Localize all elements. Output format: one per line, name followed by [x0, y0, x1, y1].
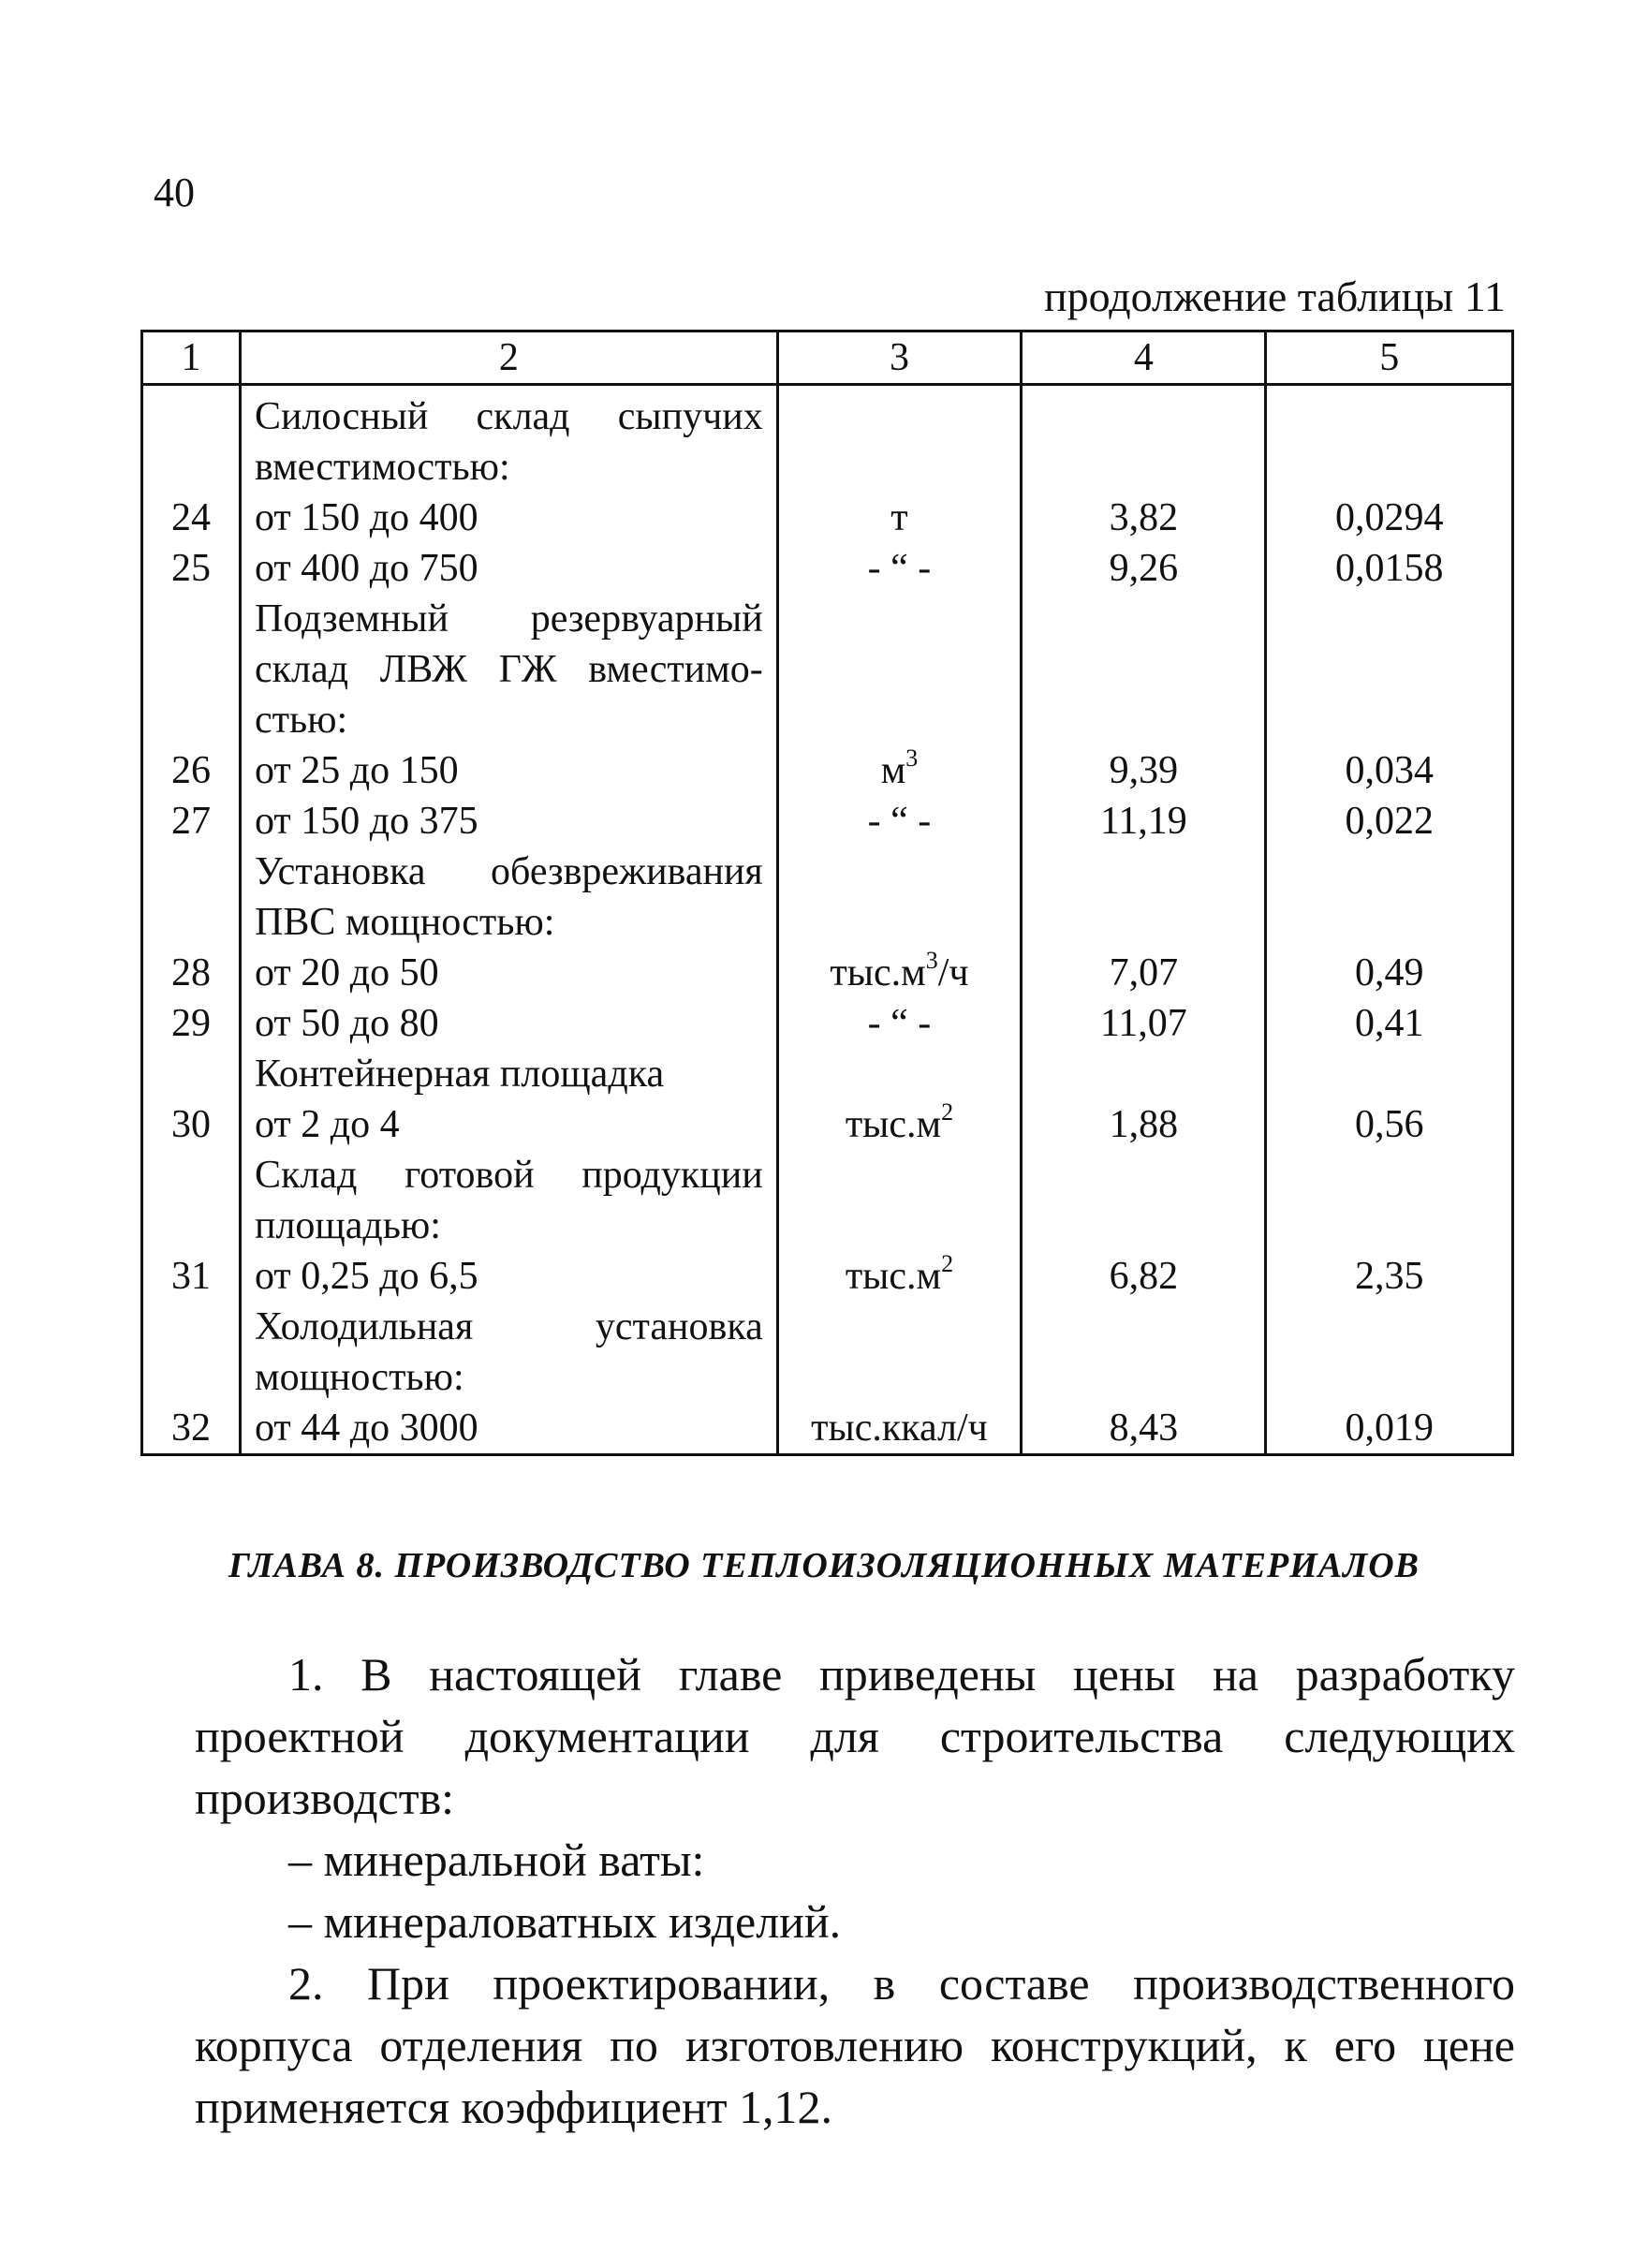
- blank-line: [1023, 1049, 1264, 1099]
- row-range: от 150 до 400: [254, 496, 478, 539]
- blank-line: [779, 1150, 1020, 1200]
- unit-text: тыс.ккал/ч: [811, 1406, 988, 1450]
- blank-line: [143, 391, 239, 442]
- row-number: 32: [170, 1406, 211, 1450]
- row-number: 28: [170, 951, 211, 994]
- row-range: от 25 до 150: [254, 749, 459, 792]
- table-header-row: [142, 331, 1513, 385]
- price-table: [140, 330, 1514, 1456]
- unit-text: м: [880, 749, 906, 792]
- page-number: 40: [154, 169, 195, 215]
- blank-line: [779, 442, 1020, 493]
- blank-line: [143, 1302, 239, 1352]
- chapter-title: ГЛАВА 8. ПРОИЗВОДСТВО ТЕПЛОИЗОЛЯЦИОННЫХ МАТЕРИАЛОВ: [228, 1546, 1420, 1585]
- list-item: – минеральной ваты:: [288, 1834, 705, 1886]
- blank-line: [779, 644, 1020, 695]
- row-value-4: 11,19: [1099, 800, 1187, 843]
- row-unit: [779, 796, 1020, 847]
- group-heading-line: Установка обезвреживания: [254, 850, 763, 893]
- row-number: 26: [170, 749, 211, 792]
- blank-line: [143, 897, 239, 948]
- row-value-5: 0,034: [1345, 749, 1434, 792]
- group-heading-line: ПВС мощностью:: [254, 901, 555, 944]
- unit-text: тыс.м: [845, 1255, 942, 1298]
- unit-superscript: 3: [925, 947, 938, 974]
- unit-text: т: [890, 496, 908, 539]
- blank-line: [779, 1200, 1020, 1251]
- row-value-5: 0,49: [1354, 951, 1424, 994]
- row-value-5: 0,41: [1354, 1002, 1424, 1045]
- row-value-5: 0,0158: [1334, 547, 1444, 590]
- row-unit: [779, 998, 1020, 1049]
- blank-line: [143, 594, 239, 644]
- row-unit: [779, 543, 1020, 594]
- blank-line: [1023, 391, 1264, 442]
- row-number-column: [142, 385, 241, 1455]
- blank-line: [1267, 1150, 1511, 1200]
- group-heading-line: площадью:: [254, 1204, 441, 1247]
- group-heading-line: Склад готовой продукции: [254, 1154, 763, 1197]
- unit-superscript: 2: [941, 1250, 954, 1277]
- group-heading-line: Силосный склад сыпучих: [254, 395, 763, 438]
- group-heading-line: Холодильная установка: [254, 1305, 763, 1348]
- row-range: от 0,25 до 6,5: [254, 1255, 478, 1298]
- unit-superscript: 3: [905, 744, 919, 772]
- row-unit: [779, 1403, 1020, 1453]
- blank-line: [779, 1352, 1020, 1403]
- row-range: от 44 до 3000: [254, 1406, 478, 1450]
- blank-line: [1267, 897, 1511, 948]
- blank-line: [1267, 847, 1511, 897]
- description-column: [240, 385, 777, 1455]
- unit-text: - “ -: [867, 547, 932, 590]
- row-value-4: 9,26: [1109, 547, 1179, 590]
- blank-line: [779, 847, 1020, 897]
- blank-line: [143, 442, 239, 493]
- row-unit: [779, 948, 1020, 998]
- header-col-1: 1: [142, 331, 241, 385]
- blank-line: [1267, 391, 1511, 442]
- row-value-4: 9,39: [1109, 749, 1179, 792]
- blank-line: [1267, 1200, 1511, 1251]
- row-unit: [779, 1251, 1020, 1302]
- blank-line: [143, 847, 239, 897]
- group-heading-line: Контейнерная площадка: [254, 1053, 665, 1096]
- group-heading-line: мощностью:: [254, 1356, 464, 1399]
- paragraph-2: 2. При проектировании, в составе производственного корпуса отделения по изготовлению конструкций, к его цене применяется коэффициент 1,12.: [195, 1957, 1515, 2133]
- row-value-4: 6,82: [1109, 1255, 1179, 1298]
- table-row: [142, 385, 1513, 1455]
- blank-line: [143, 1200, 239, 1251]
- blank-line: [143, 1352, 239, 1403]
- value-col-4: [1022, 385, 1266, 1455]
- group-heading-line: склад ЛВЖ ГЖ вместимо-: [254, 648, 763, 691]
- header-col-4: 4: [1022, 331, 1266, 385]
- row-value-5: 2,35: [1354, 1255, 1424, 1298]
- unit-column: [777, 385, 1021, 1455]
- blank-line: [143, 1049, 239, 1099]
- blank-line: [1267, 1302, 1511, 1352]
- row-value-4: 3,82: [1109, 496, 1179, 539]
- row-range: от 20 до 50: [254, 951, 439, 994]
- unit-text: - “ -: [867, 800, 932, 843]
- blank-line: [779, 1302, 1020, 1352]
- row-number: 25: [170, 547, 211, 590]
- row-number: 31: [170, 1255, 211, 1298]
- blank-line: [1267, 695, 1511, 745]
- row-range: от 2 до 4: [254, 1103, 400, 1146]
- unit-text: тыс.м: [845, 1103, 942, 1146]
- paragraph-1: 1. В настоящей главе приведены цены на разработку проектной документации для строительства следующих производств:: [195, 1648, 1515, 1824]
- blank-line: [1267, 1049, 1511, 1099]
- blank-line: [1267, 442, 1511, 493]
- row-value-4: 8,43: [1109, 1406, 1179, 1450]
- blank-line: [1023, 1150, 1264, 1200]
- value-col-5: [1266, 385, 1513, 1455]
- blank-line: [779, 1049, 1020, 1099]
- blank-line: [1023, 847, 1264, 897]
- blank-line: [779, 391, 1020, 442]
- blank-line: [1023, 594, 1264, 644]
- row-unit: [779, 745, 1020, 796]
- table-caption: продолжение таблицы 11: [1043, 272, 1506, 320]
- row-range: от 150 до 375: [254, 800, 478, 843]
- row-value-5: 0,56: [1354, 1103, 1424, 1146]
- blank-line: [1267, 594, 1511, 644]
- blank-line: [143, 695, 239, 745]
- list-item: – минераловатных изделий.: [288, 1895, 842, 1948]
- unit-suffix: /ч: [937, 951, 969, 994]
- blank-line: [1023, 1302, 1264, 1352]
- unit-text: - “ -: [867, 1002, 932, 1045]
- blank-line: [1023, 442, 1264, 493]
- blank-line: [1267, 1352, 1511, 1403]
- row-value-5: 0,022: [1345, 800, 1434, 843]
- blank-line: [779, 594, 1020, 644]
- blank-line: [1023, 897, 1264, 948]
- row-range: от 400 до 750: [254, 547, 478, 590]
- blank-line: [1023, 695, 1264, 745]
- blank-line: [1023, 1352, 1264, 1403]
- blank-line: [143, 1150, 239, 1200]
- table-body: [142, 385, 1513, 1455]
- row-value-4: 7,07: [1109, 951, 1179, 994]
- row-value-5: 0,019: [1345, 1406, 1434, 1450]
- blank-line: [1023, 1200, 1264, 1251]
- blank-line: [143, 644, 239, 695]
- header-col-2: 2: [240, 331, 777, 385]
- row-unit: [779, 493, 1020, 543]
- header-col-5: 5: [1266, 331, 1513, 385]
- body-text: [195, 1643, 1515, 2138]
- blank-line: [779, 897, 1020, 948]
- row-value-5: 0,0294: [1334, 496, 1444, 539]
- blank-line: [779, 695, 1020, 745]
- row-unit: [779, 1099, 1020, 1150]
- row-value-4: 1,88: [1109, 1103, 1179, 1146]
- group-heading-line: стью:: [254, 699, 348, 742]
- group-heading-line: Подземный резервуарный: [254, 597, 763, 641]
- unit-superscript: 2: [941, 1098, 954, 1126]
- header-col-3: 3: [777, 331, 1021, 385]
- row-number: 27: [170, 800, 211, 843]
- group-heading-line: вместимостью:: [254, 446, 510, 489]
- row-value-4: 11,07: [1099, 1002, 1187, 1045]
- row-number: 30: [170, 1103, 211, 1146]
- unit-text: тыс.м: [830, 951, 926, 994]
- row-number: 29: [170, 1002, 211, 1045]
- blank-line: [1267, 644, 1511, 695]
- blank-line: [1023, 644, 1264, 695]
- row-number: 24: [170, 496, 211, 539]
- row-range: от 50 до 80: [254, 1002, 439, 1045]
